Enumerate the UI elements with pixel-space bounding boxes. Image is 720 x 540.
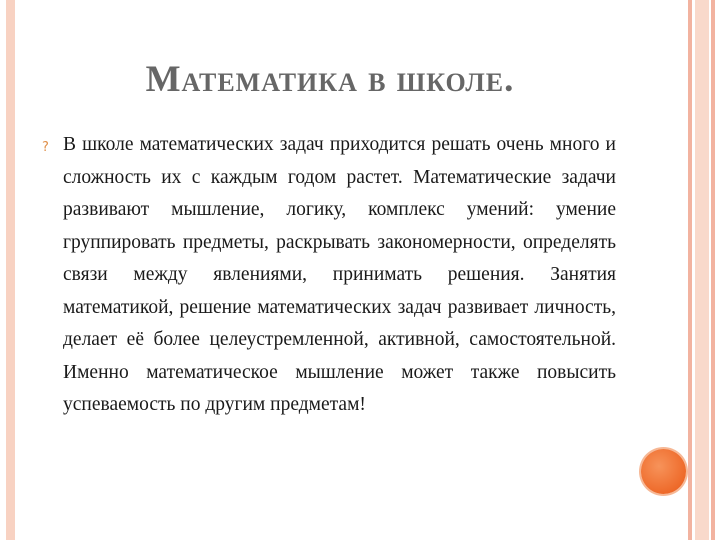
slide-title: Математика в школе.	[145, 59, 515, 100]
decorative-circle-icon	[641, 449, 686, 494]
body-paragraph: В школе математических задач приходится решать очень много и сложность их с каждым годом растет. Математические задачи развивают мышление, логику, комплекс умений: умение группировать предметы, раскрывать закономерности, определять связи между явлениями, принимать решения. Занятия математикой, решение математических задач развивает личность, делает её более целеустремленной, активной, самостоятельной. Именно математическое мышление может также повысить успеваемость по другим предметам!	[63, 134, 616, 415]
left-frame-border	[6, 0, 15, 540]
bullet-icon: ?	[42, 140, 49, 155]
right-frame-border	[695, 0, 709, 540]
right-frame-stripe	[688, 0, 692, 540]
right-frame-stripe	[711, 0, 715, 540]
